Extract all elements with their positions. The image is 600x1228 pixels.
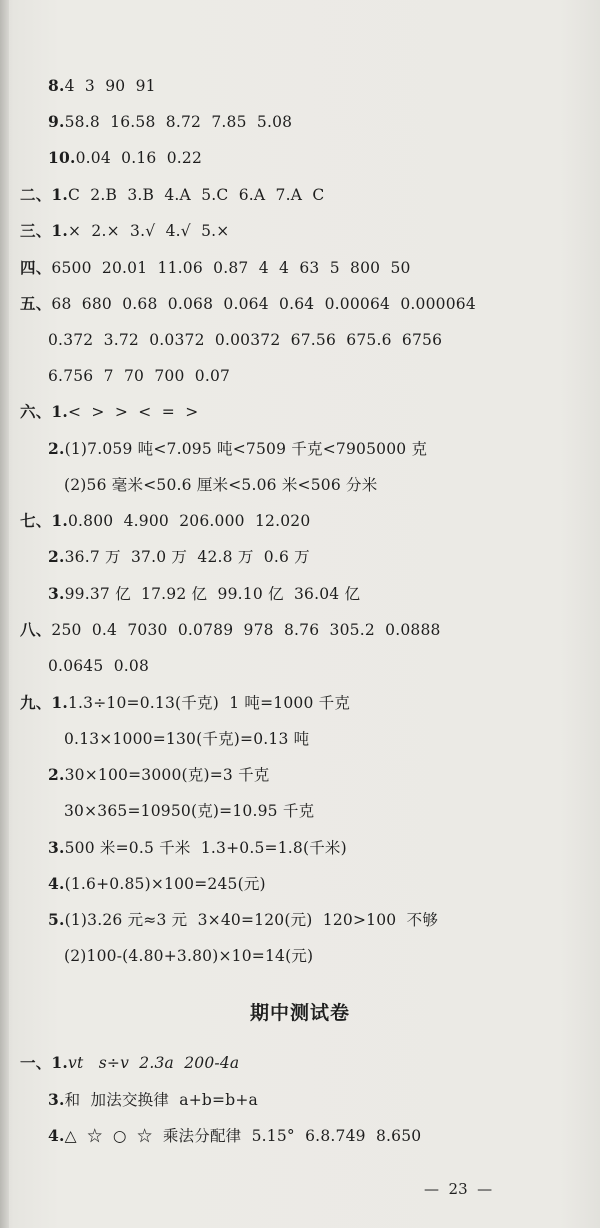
answer-line-3: 10.0.04 0.16 0.22 bbox=[48, 148, 203, 167]
answer-line-16: 八、250 0.4 7030 0.0789 978 8.76 305.2 0.0888 bbox=[20, 620, 441, 639]
section-title: 期中测试卷 bbox=[249, 1002, 350, 1024]
answer-line-6: 四、6500 20.01 11.06 0.87 4 4 63 5 800 50 bbox=[20, 258, 411, 277]
answer-line-18: 九、1.1.3÷10=0.13(千克) 1 吨=1000 千克 bbox=[20, 693, 351, 712]
page-spine bbox=[0, 0, 9, 1228]
answer-line-13: 七、1.0.800 4.900 206.000 12.020 bbox=[20, 511, 311, 530]
answer-line-7: 五、68 680 0.68 0.068 0.064 0.64 0.00064 0.000064 bbox=[20, 294, 476, 313]
answer-line-22: 3.500 米=0.5 千米 1.3+0.5=1.8(千米) bbox=[48, 838, 347, 857]
exam-line-2: 3.和 加法交换律 a+b=b+a bbox=[48, 1090, 258, 1109]
answer-line-17: 0.0645 0.08 bbox=[48, 657, 150, 675]
answer-line-11: 2.(1)7.059 吨<7.095 吨<7509 千克<7905000 克 bbox=[48, 439, 428, 458]
answer-line-19: 0.13×1000=130(千克)=0.13 吨 bbox=[64, 730, 310, 748]
answer-line-2: 9.58.8 16.58 8.72 7.85 5.08 bbox=[48, 112, 293, 131]
answer-line-4: 二、1.C 2.B 3.B 4.A 5.C 6.A 7.A C bbox=[20, 185, 325, 204]
answer-line-25: (2)100-(4.80+3.80)×10=14(元) bbox=[64, 947, 314, 965]
answer-line-23: 4.(1.6+0.85)×100=245(元) bbox=[48, 874, 266, 893]
page-number: — 23 — bbox=[424, 1180, 493, 1198]
answer-line-14: 2.36.7 万 37.0 万 42.8 万 0.6 万 bbox=[48, 547, 310, 566]
answer-line-15: 3.99.37 亿 17.92 亿 99.10 亿 36.04 亿 bbox=[48, 584, 361, 603]
answer-line-20: 2.30×100=3000(克)=3 千克 bbox=[48, 765, 270, 784]
answer-line-8: 0.372 3.72 0.0372 0.00372 67.56 675.6 6756 bbox=[48, 331, 443, 349]
answer-line-1: 8.4 3 90 91 bbox=[48, 76, 156, 95]
answer-line-9: 6.756 7 70 700 0.07 bbox=[48, 367, 231, 385]
exam-line-1: 一、1.vt s÷v 2.3a 200-4a bbox=[20, 1053, 240, 1072]
answer-line-24: 5.(1)3.26 元≈3 元 3×40=120(元) 120>100 不够 bbox=[48, 910, 439, 929]
answer-line-10: 六、1.< > > < = > bbox=[20, 402, 199, 421]
answer-line-12: (2)56 毫米<50.6 厘米<5.06 米<506 分米 bbox=[64, 476, 378, 494]
answer-line-21: 30×365=10950(克)=10.95 千克 bbox=[64, 802, 315, 820]
answer-line-5: 三、1.× 2.× 3.√ 4.√ 5.× bbox=[20, 221, 230, 240]
exam-line-3: 4.△ ☆ ○ ☆ 乘法分配律 5.15° 6.8.749 8.650 bbox=[48, 1126, 422, 1145]
